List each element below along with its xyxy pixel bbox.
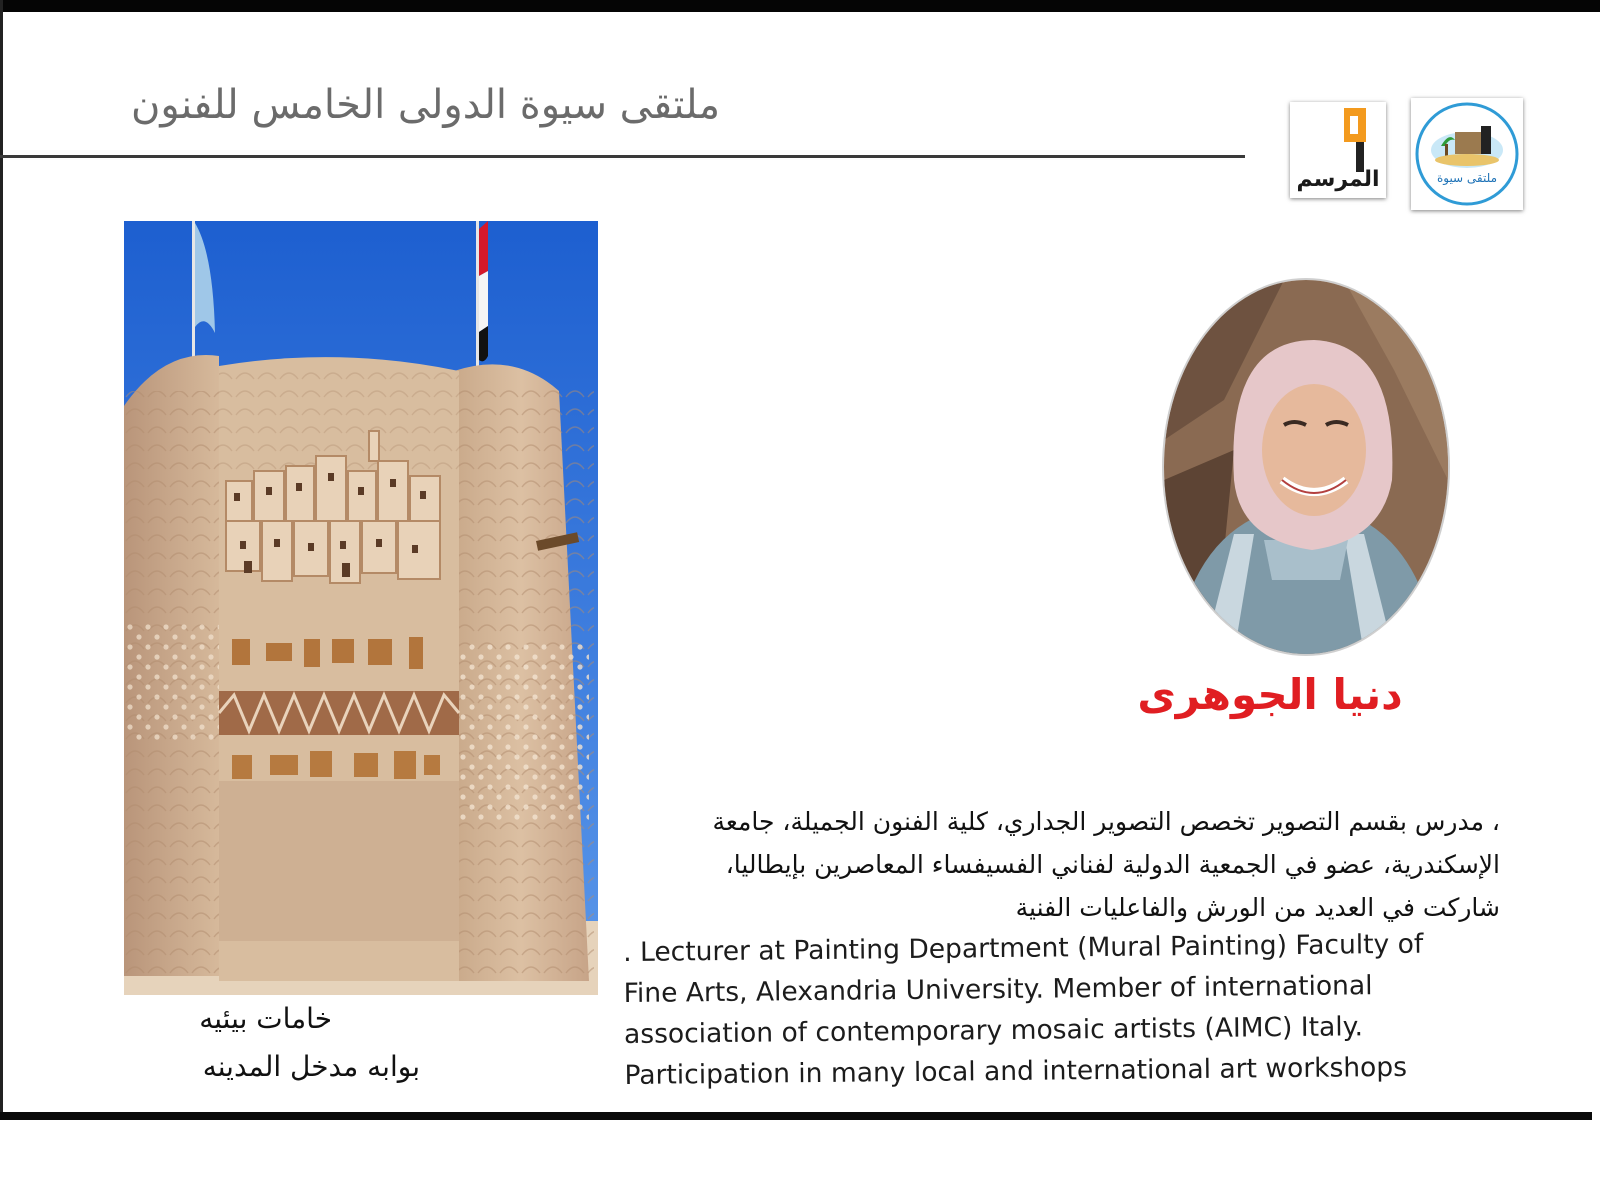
marsam-logo [1290,102,1386,198]
artist-portrait [1164,280,1448,654]
siwa-logo-icon [1411,98,1523,210]
bio-arabic [660,800,1500,929]
city-gate-photo [124,221,598,995]
header-divider [0,155,1245,158]
marsam-logo-icon [1290,102,1386,198]
top-border [0,0,1600,12]
bio-arabic-line: ، مدرس بقسم التصوير تخصص التصوير الجداري، كلية الفنون الجميلة، جامعة [712,807,1500,836]
marsam-logo-text: المرسم [1296,167,1380,192]
artist-name: دنيا الجوهرى [1137,670,1403,719]
page-title: ملتقى سيوة الدولى الخامس للفنون [130,82,720,128]
photo-caption-materials: خامات بيئيه [199,1002,332,1035]
photo-caption-gate: بوابه مدخل المدينه [202,1050,420,1083]
siwa-festival-logo [1411,98,1523,210]
siwa-logo-text: ملتقى سيوة [1436,171,1498,185]
bio-english-line: . Lecturer at Painting Department (Mural Painting) Faculty of [623,928,1424,968]
bio-arabic-line: شاركت في العديد من الورش والفاعليات الفنية [1015,893,1500,922]
bottom-border [0,1112,1592,1120]
bio-english-line: Fine Arts, Alexandria University. Member of international [623,970,1373,1009]
bio-arabic-line: الإسكندرية، عضو في الجمعية الدولية لفناني الفسيفساء المعاصرين بإيطاليا، [725,850,1500,879]
gate-illustration [124,221,598,995]
bio-english [623,923,1455,1096]
portrait-illustration [1164,280,1448,654]
left-border [0,0,3,1120]
bio-english-line: association of contemporary mosaic artists (AIMC) Italy. [623,1011,1364,1050]
bio-english-line: Participation in many local and international art workshops [624,1051,1408,1091]
